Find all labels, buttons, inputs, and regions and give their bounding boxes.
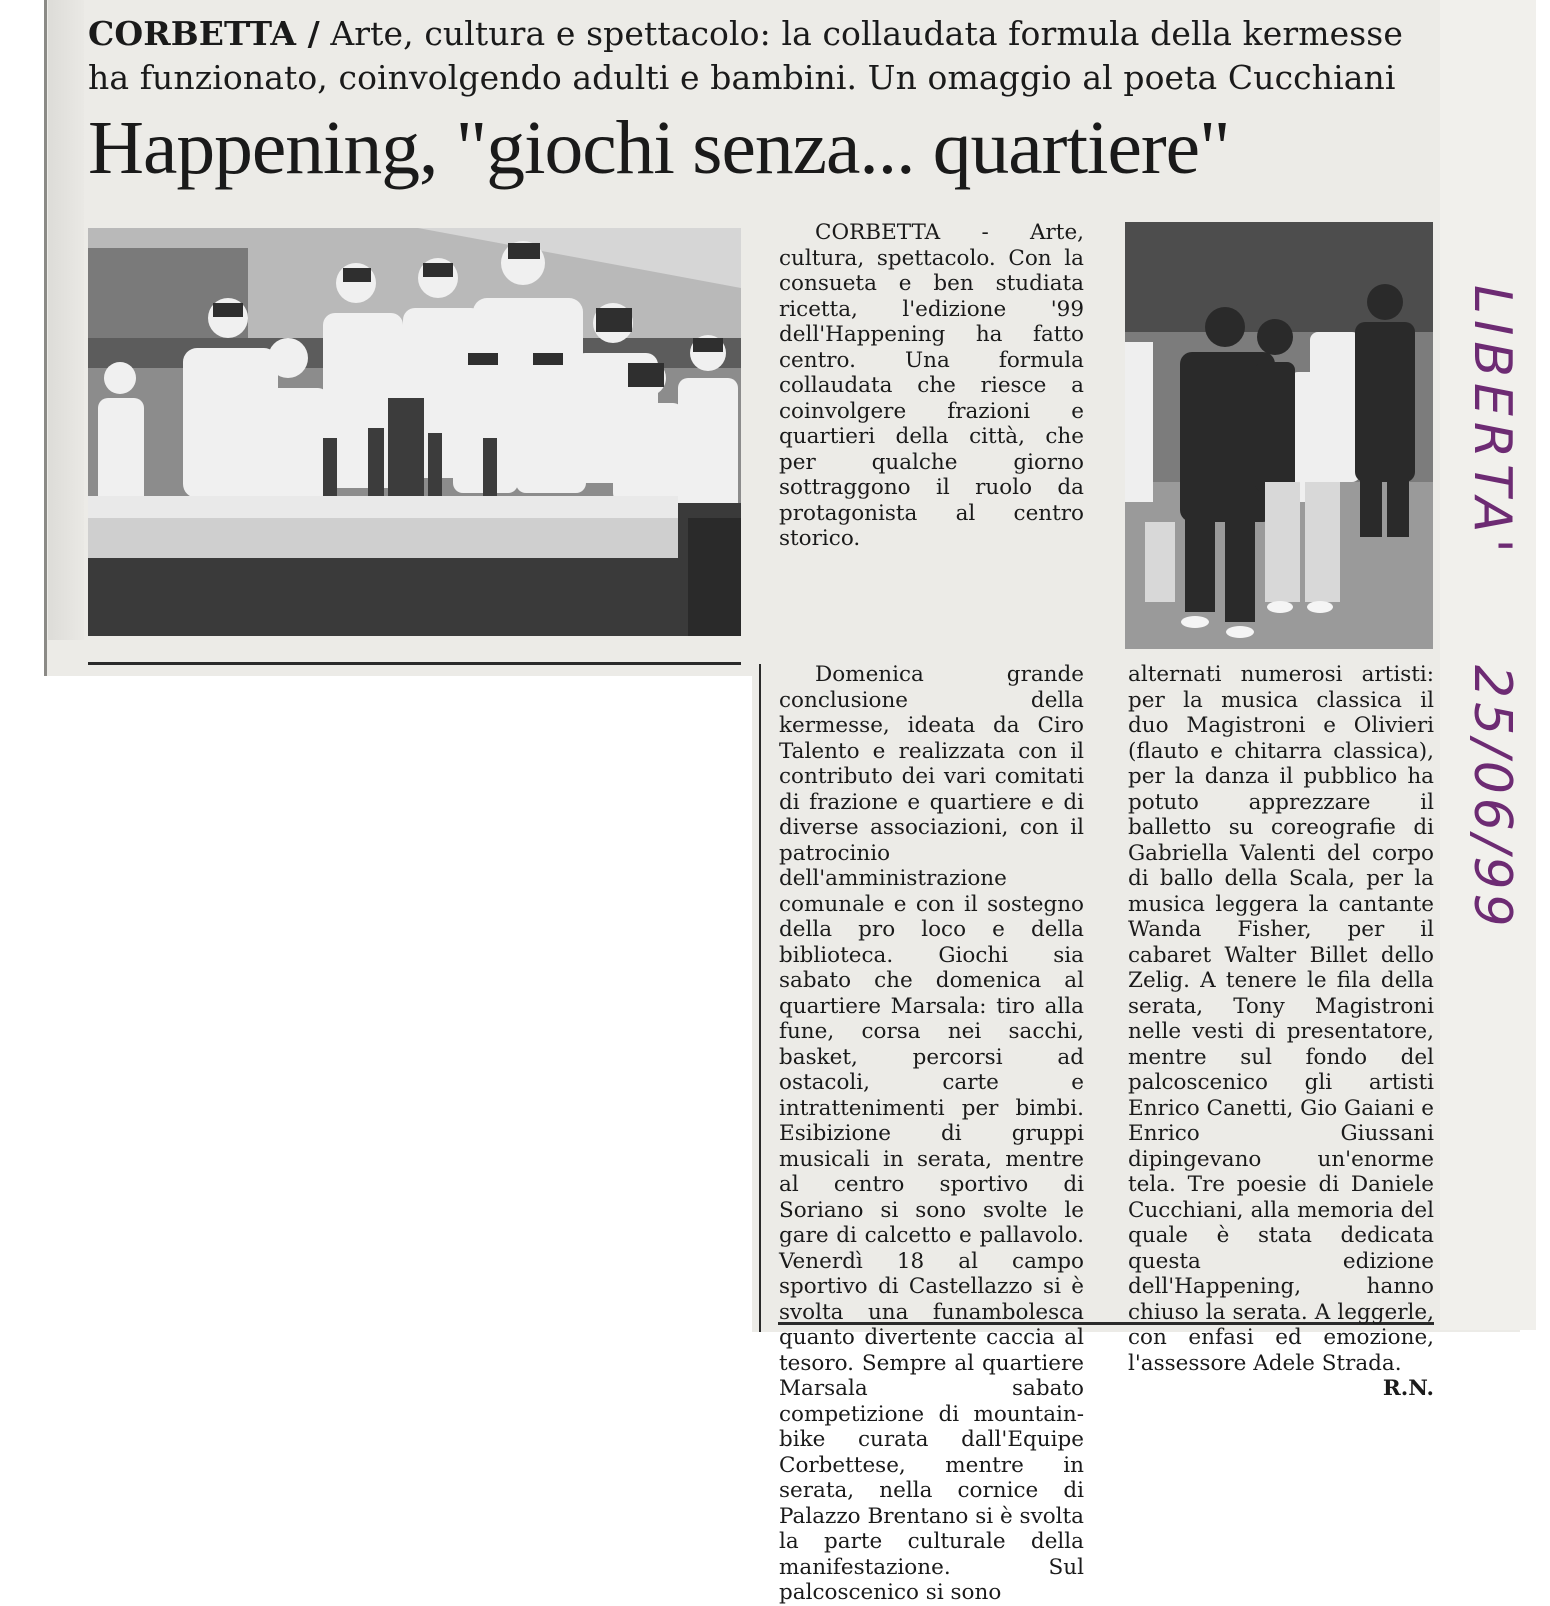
author-signature: R.N. [1382,1376,1434,1401]
article-kicker [88,12,1433,100]
clipping-cut-edge [44,0,47,676]
article-headline: Happening, "giochi senza... quartiere" [88,106,1230,190]
column-rule-left [759,664,761,1332]
adjacent-article-bleed [48,0,84,640]
article-column-1-top [779,220,1084,552]
paragraph-continued: alternati numerosi artisti: per la musica classica il duo Magistroni e Olivieri (flauto e chitarra classica), per la danza il pubblico ha potuto apprezzare il balletto su coreografie di Gabriella Valenti del corpo di ballo della Scala, per la musica leggera la cantante Wanda Fisher, per il cabaret Walter Billet dello Zelig. A tenere le fila della serata, Tony Magistroni nelle vesti di presentatore, mentre sul fondo del palcoscenico gli artisti Enrico Canetti, Gio Gaiani e Enrico Giussani dipingevano un'enorme tela. Tre poesie di Daniele Cucchiani, alla memoria del quale è stata dedicata questa edizione dell'Happening, hanno chiuso la serata. A leggerle, con enfasi ed emozione, l'assessore Adele Strada. [1128,662,1434,1376]
kicker-place: CORBETTA / [88,14,320,53]
handwritten-source: LIBERTA' [1462,285,1522,559]
paragraph-body: Domenica grande conclusione della kermesse, ideata da Ciro Talento e realizzata con il contributo dei vari comitati di frazione e quartiere e di diverse associazioni, con il patrocinio dell'amministrazione comunale e con il sostegno della pro loco e della biblioteca. Giochi sia sabato che domenica al quartiere Marsala: tiro alla fune, corsa nei sacchi, basket, percorsi ad ostacoli, carte e intrattenimenti per bimbi. Esibizione di gruppi musicali in serata, mentre al centro sportivo di Soriano si sono svolte le gare di calcetto e pallavolo. Venerdì 18 al campo sportivo di Castellazzo si è svolta una funambolesca quanto divertente caccia al tesoro. Sempre al quartiere Marsala sabato competizione di mountain-bike curata dall'Equipe Corbettese, mentre in serata, nella cornice di Palazzo Brentano si è svolta la parte culturale della manifestazione. Sul palcoscenico si sono [779,662,1084,1605]
handwritten-annotation [1462,285,1528,935]
handwritten-date: 25/06/99 [1462,665,1522,931]
kicker-text: Arte, cultura e spettacolo: la collaudata formula della kermesse ha funzionato, coinvolgendo adulti e bambini. Un omaggio al poeta Cucchiani [88,14,1403,97]
article-column-2 [1128,662,1434,1402]
article-column-1-bottom [779,662,1084,1606]
photo-children-trophies [88,228,741,636]
divider-under-photo [88,662,741,665]
photo-event-people [1125,222,1433,649]
paragraph-intro: CORBETTA - Arte, cultura, spettacolo. Con la consueta e ben studiata ricetta, l'edizione '99 dell'Happening ha fatto centro. Una formula collaudata che riesce a coinvolgere frazioni e quartieri della città, che per qualche giorno sottraggono il ruolo da protagonista al centro storico. [779,220,1084,551]
